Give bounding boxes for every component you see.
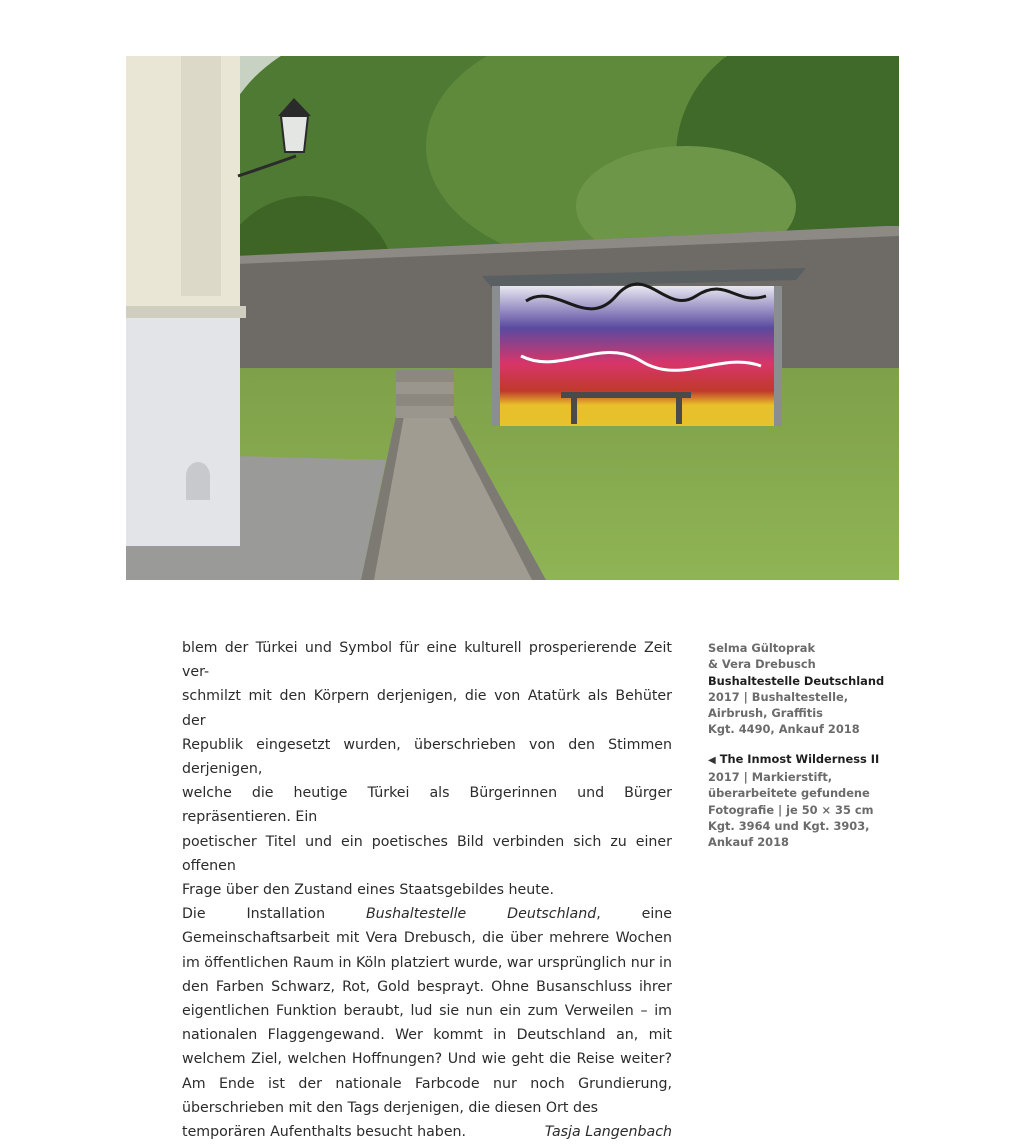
bus-shelter-photo — [126, 56, 899, 580]
body-line: Republik eingesetzt wurden, überschrieben von den Stimmen derjenigen, — [182, 736, 672, 778]
body-line: schmilzt mit den Körpern derjenigen, die von Atatürk als Behüter der — [182, 688, 672, 729]
caption — [708, 640, 908, 851]
paragraph-2 — [182, 902, 672, 1120]
artwork-title: Bushaltestelle Deutschland — [708, 673, 885, 688]
last-line: temporären Aufenthalts besucht haben. — [182, 1124, 467, 1141]
paragraph-1 — [182, 636, 672, 902]
para2-start: Die Installation — [182, 906, 366, 923]
body-line: Frage über den Zustand eines Staatsgebildes heute. — [182, 882, 555, 899]
artist-line: & Vera Drebusch — [708, 657, 816, 672]
article-body — [182, 636, 672, 1144]
para2-rest: , eine Gemeinschaftsarbeit mit Vera Drebusch, die über mehrere Wochen im öffentlichen Raum in Köln platziert wurde, war ursprünglich nur in den Farben Schwarz, Rot, Gold besprayt. Ohne Busanschluss ihrer eigentlichen Funktion beraubt, lud sie nun ein zum Verweilen – im nationalen Flaggengewand. Wer kommt in Deutschland an, mit welchem Ziel, welchen Hoffnungen? Und wie geht die Reise weiter? Am Ende ist der nationale Farbcode nur noch Grundierung, überschrieben mit den Tags derjenigen, die diesen Ort des — [182, 906, 672, 1116]
detail-line: Kgt. 4490, Ankauf 2018 — [708, 722, 860, 737]
artwork-photo — [126, 56, 899, 580]
caption-block-2 — [708, 751, 908, 851]
detail-line: überarbeitete gefundene — [708, 786, 870, 801]
detail-line: Fotografie | je 50 × 35 cm — [708, 802, 874, 817]
body-line: blem der Türkei und Symbol für eine kulturell prosperierende Zeit ver- — [182, 640, 672, 681]
artist-line: Selma Gültoprak — [708, 641, 816, 655]
artwork-title-2-text: The Inmost Wilderness II — [719, 751, 880, 766]
artwork-title-2 — [708, 751, 908, 769]
detail-line: Ankauf 2018 — [708, 835, 789, 850]
closing-line — [182, 1120, 672, 1144]
author-signature: Tasja Langenbach — [544, 1124, 672, 1141]
detail-line: Airbrush, Graffitis — [708, 706, 823, 721]
detail-line: 2017 | Bushaltestelle, — [708, 689, 849, 704]
artwork-title-italic: Bushaltestelle Deutschland — [365, 906, 597, 923]
detail-line: Kgt. 3964 und Kgt. 3903, — [708, 818, 870, 833]
body-line: poetischer Titel und ein poetisches Bild verbinden sich zu einer offenen — [182, 833, 672, 874]
detail-line: 2017 | Markierstift, — [708, 770, 833, 785]
arrow-left-icon: ◀ — [708, 754, 716, 766]
body-line: welche die heutige Türkei als Bürgerinnen und Bürger repräsentieren. Ein — [182, 785, 672, 826]
